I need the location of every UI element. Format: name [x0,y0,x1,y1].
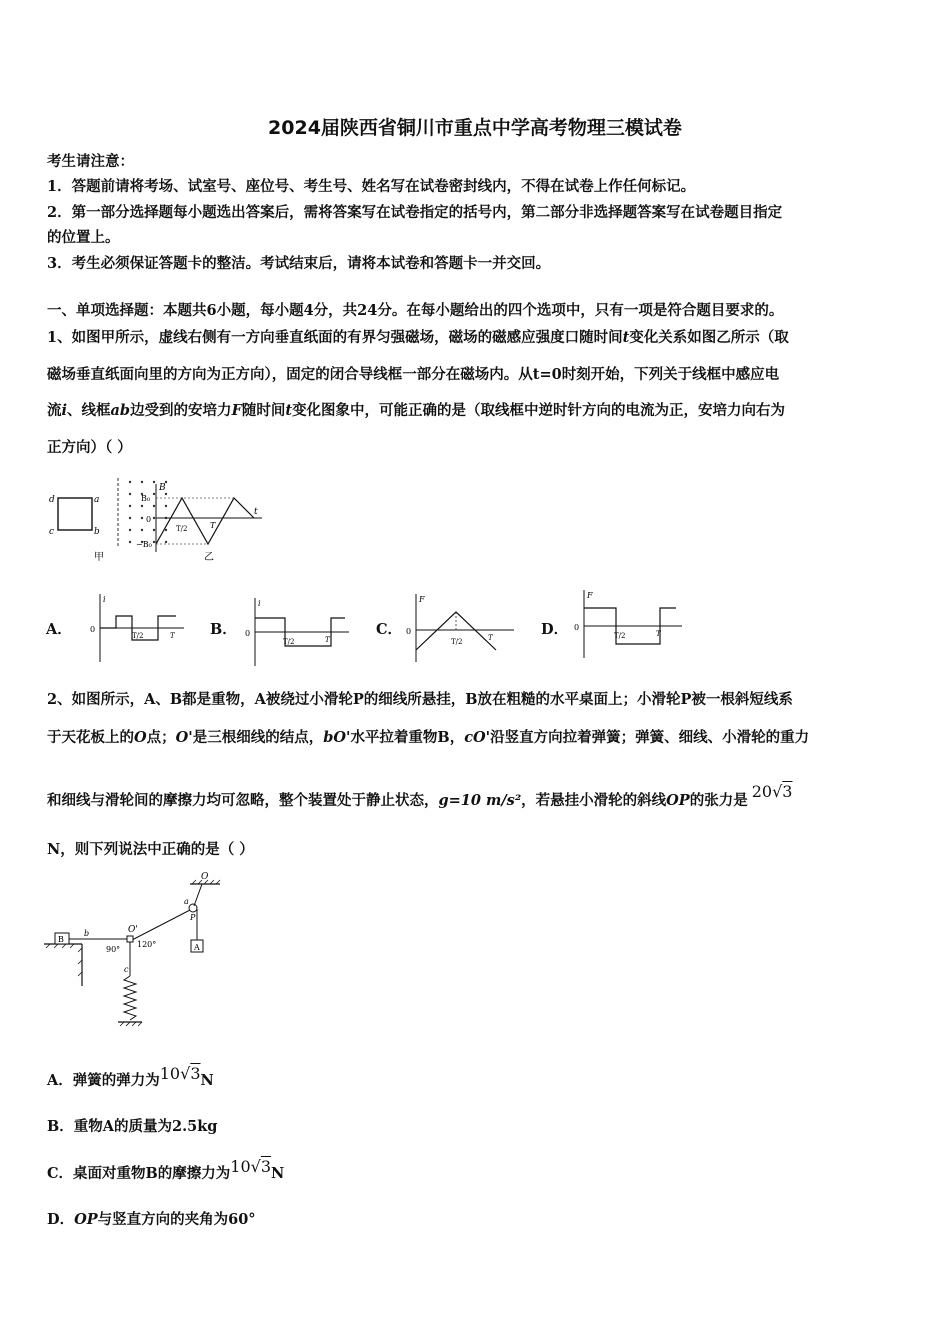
option-b-graph[interactable] [245,596,355,668]
notice-heading: 考生请注意： [47,153,134,170]
svg-text:0: 0 [90,625,96,634]
svg-text:T: T [656,630,661,638]
option-d-graph[interactable] [572,588,687,660]
q2-line: N，则下列说法中正确的是（ ） [47,841,254,858]
tension-formula: 20√3 [751,782,793,801]
option-a-graph[interactable] [88,592,188,664]
q2-option-a[interactable]: A．弹簧的弹力为10√3N [47,1064,214,1089]
svg-text:T: T [325,636,330,644]
axis-label: i [258,599,261,608]
q2-figure [44,868,234,1033]
label-O: O [201,872,209,882]
label-yi: 乙 [204,552,214,563]
svg-text:T/2: T/2 [614,632,626,640]
label-A: A [194,943,200,952]
label-a: a [184,897,189,906]
label-c: c [49,527,55,537]
spring [124,976,136,1020]
label-B: B [58,935,64,944]
label-0: 0 [146,515,152,524]
q1-line: 磁场垂直纸面向里的方向为正方向），固定的闭合导线框一部分在磁场内。从t=0时刻开始，下列关于线框中感应电 [47,366,780,383]
q1-line: 流i、线框ab边受到的安培力F随时间t变化图象中，可能正确的是（取线框中逆时针方向的电流为正，安培力向右为 [47,402,786,419]
svg-text:T: T [170,632,175,640]
label-negB0: −B₀ [136,540,152,549]
label-c: c [124,965,129,974]
page-title: 2024届陕西省铜川市重点中学高考物理三模试卷 [268,117,682,139]
q2-option-d[interactable]: D．OP与竖直方向的夹角为60° [47,1211,256,1228]
label-Oprime: O' [128,925,138,935]
label-d: d [49,495,55,505]
label-T: T [210,521,216,530]
axis-label: F [587,591,593,600]
axis-label: F [419,595,425,604]
q2-line: 于天花板上的O点；O'是三根细线的结点，bO'水平拉着重物B，cO'沿竖直方向拉着弹簧；弹簧、细线、小滑轮的重力 [47,729,810,746]
label-B: B [159,483,166,493]
label-120: 120° [137,940,157,949]
pulley [189,904,197,912]
option-c-label[interactable]: C． [376,621,403,638]
label-t: t [254,507,258,517]
notice-item: 2．第一部分选择题每小题选出答案后，需将答案写在试卷指定的括号内，第二部分非选择题答案写在试卷题目指定 [47,204,783,221]
svg-text:0: 0 [406,627,412,636]
b-curve [156,498,254,544]
q1-figure [44,470,274,565]
label-90: 90° [106,945,121,954]
svg-text:T/2: T/2 [132,632,144,640]
section-heading: 一、单项选择题：本题共6小题，每小题4分，共24分。在每小题给出的四个选项中，只有一项是符合题目要求的。 [47,302,784,319]
line-PO [132,910,190,940]
q1-line: 正方向）（ ） [47,439,132,456]
q2-line: 2、如图所示，A、B都是重物，A被绕过小滑轮P的细线所悬挂，B放在粗糙的水平桌面上；小滑轮P被一根斜短线系 [47,691,793,708]
q2-line: 和细线与滑轮间的摩擦力均可忽略，整个装置处于静止状态，g=10 m/s²，若悬挂小滑轮的斜线OP的张力是 20√3 [47,782,793,809]
knot [127,936,133,942]
label-a: a [94,495,100,505]
label-P: P [190,913,196,922]
label-half: T/2 [176,525,188,533]
q1-line: 1、如图甲所示，虚线右侧有一方向垂直纸面的有界匀强磁场，磁场的磁感应强度口随时间t变化关系如图乙所示（取 [47,329,789,346]
label-B0: B₀ [141,494,151,503]
line-OP [194,884,202,906]
svg-text:0: 0 [245,629,251,638]
notice-item: 1．答题前请将考场、试室号、座位号、考生号、姓名写在试卷密封线内，不得在试卷上作任何标记。 [47,178,696,195]
svg-text:0: 0 [574,623,580,632]
option-b-label[interactable]: B． [210,621,237,638]
option-d-label[interactable]: D． [541,621,569,638]
q2-option-c[interactable]: C．桌面对重物B的摩擦力为10√3N [47,1157,285,1182]
label-b: b [94,527,100,537]
option-a-label[interactable]: A． [46,621,72,638]
notice-item: 的位置上。 [47,229,120,246]
notice-item: 3．考生必须保证答题卡的整洁。考试结束后，请将本试卷和答题卡一并交回。 [47,255,551,272]
svg-text:T/2: T/2 [451,638,463,646]
option-c-graph[interactable] [404,592,519,664]
axis-label: i [103,595,106,604]
svg-text:T/2: T/2 [283,638,295,646]
wire-frame [58,498,92,530]
q2-option-b[interactable]: B．重物A的质量为2.5kg [47,1118,218,1135]
label-b: b [84,929,90,938]
svg-text:T: T [488,634,493,642]
label-jia: 甲 [94,552,104,563]
